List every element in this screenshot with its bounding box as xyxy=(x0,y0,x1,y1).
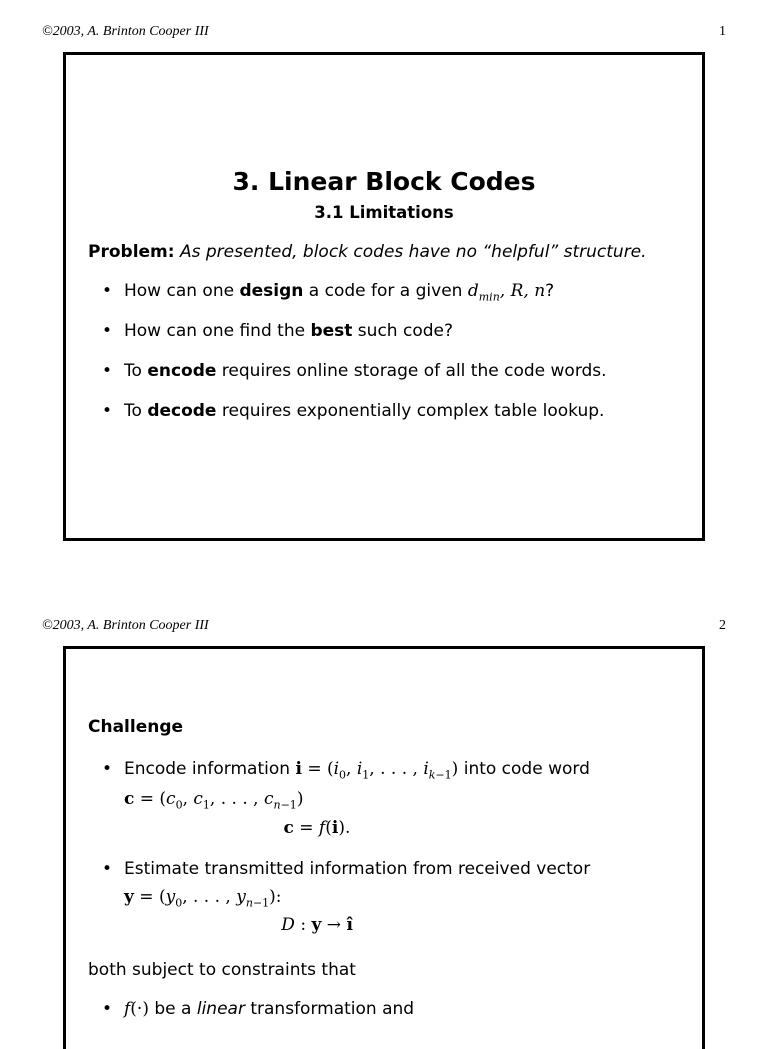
page-number: 1 xyxy=(719,24,726,39)
bullet-text: be a xyxy=(154,999,192,1019)
math-equation: c = f(i). xyxy=(283,817,351,838)
constraints-text: both subject to constraints that xyxy=(88,960,356,980)
list-item xyxy=(102,321,607,361)
list-item xyxy=(102,859,590,935)
bullet-text: a code for a given xyxy=(303,281,468,301)
problem-statement xyxy=(88,242,647,262)
page-header-2 xyxy=(42,618,726,634)
bullet-text: ? xyxy=(545,281,555,301)
problem-label: Problem: xyxy=(88,242,175,262)
math-expr: $y = (y_0$, . . . , $y_{n-1}$): xyxy=(124,887,282,910)
math-expr: f(·) xyxy=(124,999,149,1019)
challenge-list xyxy=(102,759,590,838)
slide-title: 3. Linear Block Codes xyxy=(232,167,536,196)
bullet-text: How can one xyxy=(124,281,240,301)
bullet-text: requires exponentially complex table lookup. xyxy=(216,401,605,421)
bullet-bold: best xyxy=(310,321,353,341)
math-expr: $d_{min}$, R, n xyxy=(467,281,546,304)
math-equation: D : y → î xyxy=(281,915,353,936)
bullet-text: To xyxy=(124,361,148,381)
list-item xyxy=(102,281,607,321)
bullet-bold: decode xyxy=(147,401,217,421)
math-expr: $c = (c_0$, $c_1$, . . . , $c_{n-1}$) xyxy=(124,789,304,812)
constraints-list xyxy=(102,999,414,1019)
list-item xyxy=(102,401,607,441)
bullet-text: transformation and xyxy=(250,999,415,1019)
bullet-text: requires online storage of all the code words. xyxy=(216,361,607,381)
bullet-text: into code word xyxy=(463,759,590,779)
problem-text: As presented, block codes have no “helpful” structure. xyxy=(179,242,647,262)
slide-subtitle: 3.1 Limitations xyxy=(314,203,454,222)
challenge-heading: Challenge xyxy=(88,717,184,737)
list-item xyxy=(102,999,414,1019)
copyright-text: ©2003, A. Brinton Cooper III xyxy=(42,618,209,633)
copyright-text: ©2003, A. Brinton Cooper III xyxy=(42,24,209,39)
bullet-text: Estimate transmitted information from received vector xyxy=(124,859,591,879)
bullet-text: such code? xyxy=(352,321,453,341)
bullet-text: How can one find the xyxy=(124,321,311,341)
list-item xyxy=(102,759,590,838)
bullet-text: Encode information xyxy=(124,759,291,779)
list-item xyxy=(102,361,607,401)
page-header-1 xyxy=(42,24,726,40)
page-number: 2 xyxy=(719,618,726,633)
slide-2 xyxy=(63,646,705,1049)
math-expr: $i = (i_0$, $i_1$, . . . , $i_{k-1}$) xyxy=(295,759,459,782)
bullet-bold: design xyxy=(239,281,304,301)
bullet-italic: linear xyxy=(196,999,245,1019)
bullet-text: To xyxy=(124,401,148,421)
challenge-list xyxy=(102,859,590,935)
slide-1 xyxy=(63,52,705,541)
limitations-list xyxy=(102,281,607,441)
bullet-bold: encode xyxy=(147,361,217,381)
